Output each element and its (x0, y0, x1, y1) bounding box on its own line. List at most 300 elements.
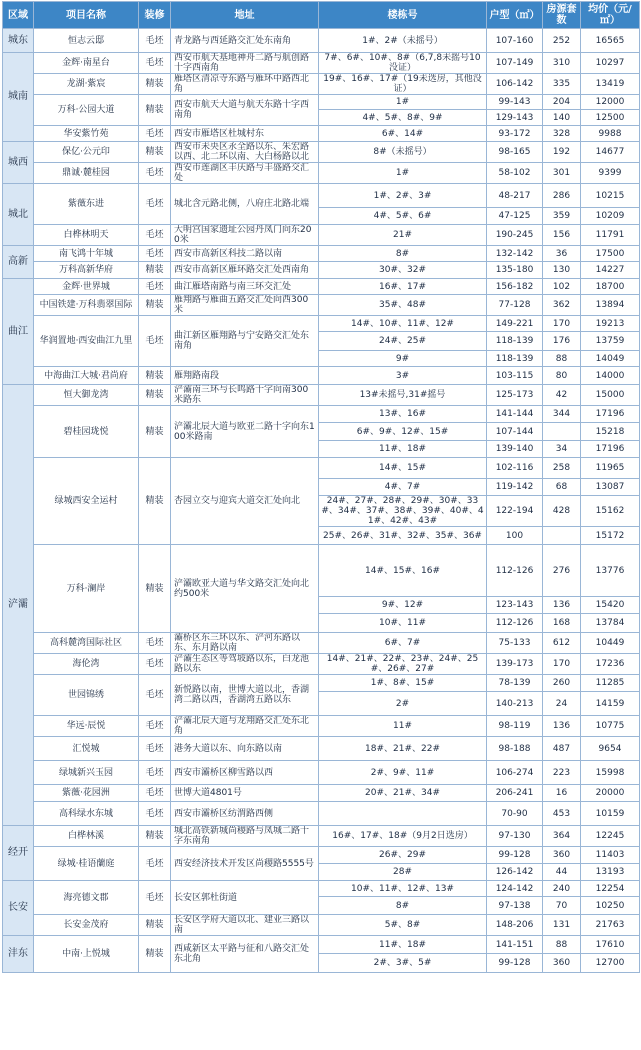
region-cell: 浐灞 (3, 385, 34, 826)
project-name: 金辉·世界城 (34, 279, 139, 295)
unit-count (543, 527, 581, 545)
unit-size: 156-182 (487, 279, 543, 295)
address: 西安市高新区科技二路以南 (171, 246, 319, 262)
project-name: 华润置地·西安曲江九里 (34, 316, 139, 367)
avg-price: 19213 (581, 316, 640, 332)
decoration-type: 毛坯 (139, 316, 171, 367)
unit-count: 258 (543, 458, 581, 479)
project-name: 世园锦绣 (34, 675, 139, 716)
building-numbers (319, 802, 487, 826)
avg-price: 12000 (581, 95, 640, 110)
building-numbers: 10#、11#、12#、13# (319, 881, 487, 897)
project-name: 碧桂园珑悦 (34, 406, 139, 458)
decoration-type: 毛坯 (139, 785, 171, 802)
avg-price: 13087 (581, 479, 640, 496)
header-unit-size: 户型（㎡） (487, 2, 543, 29)
address: 大明宫国家遗址公园丹凤门向东200米 (171, 225, 319, 246)
building-numbers: 1#、2#、3# (319, 184, 487, 208)
unit-count: 223 (543, 761, 581, 785)
project-name: 紫薇·花园洲 (34, 785, 139, 802)
unit-count: 36 (543, 246, 581, 262)
unit-count: 88 (543, 351, 581, 367)
table-row (3, 225, 640, 246)
avg-price: 16565 (581, 29, 640, 53)
unit-count: 170 (543, 316, 581, 332)
project-name: 中国铁建·万科翡翠国际 (34, 295, 139, 316)
project-name: 恒志云邸 (34, 29, 139, 53)
unit-size: 135-180 (487, 262, 543, 279)
decoration-type: 毛坯 (139, 184, 171, 225)
table-row (3, 53, 640, 74)
unit-size: 98-119 (487, 716, 543, 737)
avg-price: 10215 (581, 184, 640, 208)
decoration-type: 毛坯 (139, 163, 171, 184)
avg-price: 17196 (581, 441, 640, 458)
table-row (3, 184, 640, 208)
avg-price: 12254 (581, 881, 640, 897)
address: 浐灞欧亚大道与华文路交汇处向北约500米 (171, 545, 319, 633)
building-numbers: 1#、2#（未摇号） (319, 29, 487, 53)
decoration-type: 毛坯 (139, 633, 171, 654)
building-numbers: 8# (319, 897, 487, 915)
unit-size: 118-139 (487, 351, 543, 367)
address: 西安市莲湖区丰庆路与丰盛路交汇处 (171, 163, 319, 184)
unit-size: 75-133 (487, 633, 543, 654)
address: 新悦路以南，世博大道以北，香湖湾二路以西，香湖湾五路以东 (171, 675, 319, 716)
unit-count: 240 (543, 881, 581, 897)
address: 港务大道以东、向东路以南 (171, 737, 319, 761)
unit-size: 47-125 (487, 208, 543, 225)
listing-table (2, 1, 640, 973)
avg-price: 15998 (581, 761, 640, 785)
building-numbers: 20#、21#、34# (319, 785, 487, 802)
avg-price: 15000 (581, 385, 640, 406)
table-row (3, 142, 640, 163)
unit-size: 99-143 (487, 95, 543, 110)
avg-price: 11285 (581, 675, 640, 692)
header-decoration: 装修 (139, 2, 171, 29)
unit-size: 103-115 (487, 367, 543, 385)
project-name: 紫薇东进 (34, 184, 139, 225)
building-numbers: 19#、16#、17#（19未选房，其他没证） (319, 74, 487, 95)
unit-count: 70 (543, 897, 581, 915)
building-numbers: 11#、18# (319, 936, 487, 954)
project-name: 金辉·南星台 (34, 53, 139, 74)
avg-price: 13784 (581, 614, 640, 633)
building-numbers: 26#、29# (319, 847, 487, 864)
unit-size: 99-128 (487, 847, 543, 864)
unit-size: 139-173 (487, 654, 543, 675)
table-row (3, 163, 640, 184)
building-numbers: 8#（未摇号） (319, 142, 487, 163)
decoration-type: 精装 (139, 406, 171, 458)
building-numbers: 18#、21#、22# (319, 737, 487, 761)
building-numbers: 2# (319, 692, 487, 716)
decoration-type: 毛坯 (139, 881, 171, 915)
unit-size: 70-90 (487, 802, 543, 826)
address: 长安区学府大道以北、建业三路以南 (171, 915, 319, 936)
region-cell: 高新 (3, 246, 34, 279)
table-row (3, 847, 640, 864)
unit-count: 168 (543, 614, 581, 633)
avg-price: 12700 (581, 954, 640, 973)
decoration-type: 毛坯 (139, 675, 171, 716)
building-numbers: 14#、10#、11#、12# (319, 316, 487, 332)
avg-price: 14227 (581, 262, 640, 279)
unit-count: 140 (543, 110, 581, 126)
table-row (3, 406, 640, 423)
building-numbers: 24#、25# (319, 332, 487, 351)
header-address: 地址 (171, 2, 319, 29)
decoration-type: 精装 (139, 826, 171, 847)
avg-price: 17196 (581, 406, 640, 423)
decoration-type: 毛坯 (139, 761, 171, 785)
decoration-type: 精装 (139, 915, 171, 936)
project-name: 保亿·公元印 (34, 142, 139, 163)
building-numbers: 1#、8#、15# (319, 675, 487, 692)
avg-price: 13894 (581, 295, 640, 316)
avg-price: 15420 (581, 597, 640, 614)
table-row (3, 74, 640, 95)
avg-price: 9399 (581, 163, 640, 184)
unit-size: 99-128 (487, 954, 543, 973)
table-row (3, 881, 640, 897)
unit-count: 310 (543, 53, 581, 74)
decoration-type: 毛坯 (139, 246, 171, 262)
address: 浐灞南三环与长鸣路十字向南300米路东 (171, 385, 319, 406)
address: 雁塔区清凉寺东路与雁环中路西北角 (171, 74, 319, 95)
unit-size: 124-142 (487, 881, 543, 897)
unit-count: 176 (543, 332, 581, 351)
building-numbers: 24#、27#、28#、29#、30#、33#、34#、37#、38#、39#、40#、41#、42#、43# (319, 496, 487, 527)
unit-size: 139-140 (487, 441, 543, 458)
avg-price: 21763 (581, 915, 640, 936)
unit-count: 204 (543, 95, 581, 110)
unit-count: 44 (543, 864, 581, 881)
unit-count: 16 (543, 785, 581, 802)
project-name: 绿城新兴玉园 (34, 761, 139, 785)
building-numbers: 16#、17# (319, 279, 487, 295)
unit-count: 156 (543, 225, 581, 246)
table-row (3, 367, 640, 385)
building-numbers: 4#、7# (319, 479, 487, 496)
address: 世博大道4801号 (171, 785, 319, 802)
unit-size: 148-206 (487, 915, 543, 936)
unit-count: 428 (543, 496, 581, 527)
address: 曲江雁塔南路与南三环交汇处 (171, 279, 319, 295)
decoration-type: 精装 (139, 458, 171, 545)
project-name: 海亮德文郡 (34, 881, 139, 915)
address: 西安市高新区雁环路交汇处西南角 (171, 262, 319, 279)
decoration-type: 精装 (139, 262, 171, 279)
unit-count: 136 (543, 597, 581, 614)
table-row (3, 761, 640, 785)
unit-count: 24 (543, 692, 581, 716)
building-numbers: 1# (319, 163, 487, 184)
address: 西安市雁塔区杜城村东 (171, 126, 319, 142)
unit-count: 136 (543, 716, 581, 737)
avg-price: 12245 (581, 826, 640, 847)
project-name: 万科·公园大道 (34, 95, 139, 126)
avg-price: 10297 (581, 53, 640, 74)
decoration-type: 毛坯 (139, 126, 171, 142)
table-row (3, 316, 640, 332)
unit-size: 129-143 (487, 110, 543, 126)
project-name: 中海曲江大城·君尚府 (34, 367, 139, 385)
region-cell: 经开 (3, 826, 34, 881)
table-row (3, 633, 640, 654)
building-numbers: 4#、5#、6# (319, 208, 487, 225)
unit-count: 359 (543, 208, 581, 225)
unit-size: 140-213 (487, 692, 543, 716)
unit-count: 453 (543, 802, 581, 826)
avg-price: 12500 (581, 110, 640, 126)
unit-size: 100 (487, 527, 543, 545)
project-name: 华远·辰悦 (34, 716, 139, 737)
table-row (3, 915, 640, 936)
avg-price: 13193 (581, 864, 640, 881)
table-row (3, 826, 640, 847)
decoration-type: 毛坯 (139, 737, 171, 761)
avg-price: 15172 (581, 527, 640, 545)
unit-size: 48-217 (487, 184, 543, 208)
avg-price: 11791 (581, 225, 640, 246)
decoration-type: 精装 (139, 95, 171, 126)
unit-count: 276 (543, 545, 581, 597)
decoration-type: 精装 (139, 367, 171, 385)
unit-count: 360 (543, 847, 581, 864)
avg-price: 10250 (581, 897, 640, 915)
unit-count: 344 (543, 406, 581, 423)
avg-price: 9988 (581, 126, 640, 142)
project-name: 万科高新华府 (34, 262, 139, 279)
table-row (3, 737, 640, 761)
building-numbers: 13#、16# (319, 406, 487, 423)
unit-count: 68 (543, 479, 581, 496)
decoration-type: 精装 (139, 545, 171, 633)
unit-size: 58-102 (487, 163, 543, 184)
project-name: 华安紫竹苑 (34, 126, 139, 142)
building-numbers: 21# (319, 225, 487, 246)
project-name: 中南·上悦城 (34, 936, 139, 973)
unit-size: 78-139 (487, 675, 543, 692)
header-unit-count: 房源套数 (543, 2, 581, 29)
building-numbers: 14#、15#、16# (319, 545, 487, 597)
address: 灞桥区东三环以东、浐河东路以东、东月路以南 (171, 633, 319, 654)
unit-size: 206-241 (487, 785, 543, 802)
address: 曲江新区雁翔路与宁安路交汇处东南角 (171, 316, 319, 367)
address: 城北含元路北侧，八府庄北路北端 (171, 184, 319, 225)
avg-price: 9654 (581, 737, 640, 761)
decoration-type: 精装 (139, 936, 171, 973)
table-row (3, 385, 640, 406)
unit-count: 286 (543, 184, 581, 208)
unit-size: 125-173 (487, 385, 543, 406)
unit-size: 132-142 (487, 246, 543, 262)
address: 西安经济技术开发区尚稷路5555号 (171, 847, 319, 881)
unit-count: 360 (543, 954, 581, 973)
table-row (3, 262, 640, 279)
address: 长安区郭杜街道 (171, 881, 319, 915)
table-row (3, 936, 640, 954)
unit-size: 97-138 (487, 897, 543, 915)
table-row (3, 458, 640, 479)
address: 西安市灞桥区纺渭路西侧 (171, 802, 319, 826)
region-cell: 城西 (3, 142, 34, 184)
building-numbers: 13#未摇号,31#摇号 (319, 385, 487, 406)
address: 青龙路与西延路交汇处东南角 (171, 29, 319, 53)
unit-size: 106-142 (487, 74, 543, 95)
address: 西安市未央区永全路以东、朱宏路以西、北二环以南、大白杨路以北 (171, 142, 319, 163)
building-numbers: 6#、9#、12#、15# (319, 423, 487, 441)
address: 杏园立交与迎宾大道交汇处向北 (171, 458, 319, 545)
region-cell: 沣东 (3, 936, 34, 973)
building-numbers: 14#、21#、22#、23#、24#、25#、26#、27# (319, 654, 487, 675)
table-row (3, 545, 640, 597)
decoration-type: 精装 (139, 74, 171, 95)
building-numbers: 25#、26#、31#、32#、35#、36# (319, 527, 487, 545)
building-numbers: 35#、48# (319, 295, 487, 316)
header-avg-price: 均价（元/㎡） (581, 2, 640, 29)
avg-price: 10449 (581, 633, 640, 654)
table-row (3, 654, 640, 675)
building-numbers: 2#、3#、5# (319, 954, 487, 973)
avg-price: 15162 (581, 496, 640, 527)
avg-price: 10775 (581, 716, 640, 737)
unit-size: 118-139 (487, 332, 543, 351)
unit-count: 252 (543, 29, 581, 53)
address: 城北高铁新城尚稷路与凤城二路十字东南角 (171, 826, 319, 847)
address: 浐灞北辰大道与龙翔路交汇处东北角 (171, 716, 319, 737)
project-name: 长安金茂府 (34, 915, 139, 936)
header-project: 项目名称 (34, 2, 139, 29)
project-name: 龙湖·紫宸 (34, 74, 139, 95)
unit-count: 364 (543, 826, 581, 847)
project-name: 白桦林明天 (34, 225, 139, 246)
unit-count: 192 (543, 142, 581, 163)
unit-size: 107-160 (487, 29, 543, 53)
avg-price: 13759 (581, 332, 640, 351)
unit-size: 102-116 (487, 458, 543, 479)
unit-count: 301 (543, 163, 581, 184)
region-cell: 城东 (3, 29, 34, 53)
building-numbers: 6#、7# (319, 633, 487, 654)
unit-size: 107-144 (487, 423, 543, 441)
building-numbers: 30#、32# (319, 262, 487, 279)
avg-price: 11965 (581, 458, 640, 479)
decoration-type: 毛坯 (139, 716, 171, 737)
building-numbers: 10#、11# (319, 614, 487, 633)
avg-price: 18700 (581, 279, 640, 295)
avg-price: 14159 (581, 692, 640, 716)
address: 雁翔路与雁曲五路交汇处向西300米 (171, 295, 319, 316)
region-cell: 城南 (3, 53, 34, 142)
address: 西安市灞桥区柳雪路以西 (171, 761, 319, 785)
address: 西安市航天基地神舟二路与航创路十字西南角 (171, 53, 319, 74)
project-name: 白桦林溪 (34, 826, 139, 847)
address: 西安市航天大道与航天东路十字西南角 (171, 95, 319, 126)
unit-size: 98-188 (487, 737, 543, 761)
unit-count: 487 (543, 737, 581, 761)
building-numbers: 5#、8# (319, 915, 487, 936)
decoration-type: 毛坯 (139, 29, 171, 53)
building-numbers: 1# (319, 95, 487, 110)
avg-price: 17236 (581, 654, 640, 675)
unit-size: 97-130 (487, 826, 543, 847)
unit-count (543, 423, 581, 441)
address: 雁翔路南段 (171, 367, 319, 385)
building-numbers: 14#、15# (319, 458, 487, 479)
project-name: 绿城·桂语蘭庭 (34, 847, 139, 881)
unit-count: 612 (543, 633, 581, 654)
unit-count: 88 (543, 936, 581, 954)
unit-size: 112-126 (487, 545, 543, 597)
unit-count: 130 (543, 262, 581, 279)
table-row (3, 785, 640, 802)
table-row (3, 716, 640, 737)
project-name: 高科绿水东城 (34, 802, 139, 826)
table-row (3, 95, 640, 110)
decoration-type: 毛坯 (139, 802, 171, 826)
unit-count: 260 (543, 675, 581, 692)
project-name: 南飞鸿十年城 (34, 246, 139, 262)
avg-price: 17500 (581, 246, 640, 262)
table-row (3, 802, 640, 826)
unit-size: 122-194 (487, 496, 543, 527)
unit-size: 126-142 (487, 864, 543, 881)
avg-price: 11403 (581, 847, 640, 864)
building-numbers: 16#、17#、18#（9月2日选房） (319, 826, 487, 847)
unit-size: 98-165 (487, 142, 543, 163)
unit-size: 149-221 (487, 316, 543, 332)
building-numbers: 8# (319, 246, 487, 262)
avg-price: 10159 (581, 802, 640, 826)
project-name: 万科·澜岸 (34, 545, 139, 633)
avg-price: 17610 (581, 936, 640, 954)
building-numbers: 9#、12# (319, 597, 487, 614)
building-numbers: 6#、14# (319, 126, 487, 142)
avg-price: 14049 (581, 351, 640, 367)
unit-count: 328 (543, 126, 581, 142)
unit-size: 123-143 (487, 597, 543, 614)
unit-size: 141-144 (487, 406, 543, 423)
unit-count: 335 (543, 74, 581, 95)
address: 浐灞生态区等驾坡路以东，白龙池路以东 (171, 654, 319, 675)
unit-size: 93-172 (487, 126, 543, 142)
building-numbers: 11# (319, 716, 487, 737)
unit-count: 42 (543, 385, 581, 406)
unit-size: 77-128 (487, 295, 543, 316)
building-numbers: 28# (319, 864, 487, 881)
project-name: 海伦湾 (34, 654, 139, 675)
unit-size: 107-149 (487, 53, 543, 74)
unit-count: 102 (543, 279, 581, 295)
decoration-type: 毛坯 (139, 225, 171, 246)
unit-size: 141-151 (487, 936, 543, 954)
unit-count: 131 (543, 915, 581, 936)
region-cell: 城北 (3, 184, 34, 246)
building-numbers: 2#、9#、11# (319, 761, 487, 785)
unit-count: 34 (543, 441, 581, 458)
building-numbers: 7#、6#、10#、8#（6,7,8未摇号10没证） (319, 53, 487, 74)
unit-size: 190-245 (487, 225, 543, 246)
project-name: 汇悦城 (34, 737, 139, 761)
table-row (3, 126, 640, 142)
unit-size: 106-274 (487, 761, 543, 785)
decoration-type: 毛坯 (139, 53, 171, 74)
decoration-type: 毛坯 (139, 654, 171, 675)
unit-count: 80 (543, 367, 581, 385)
